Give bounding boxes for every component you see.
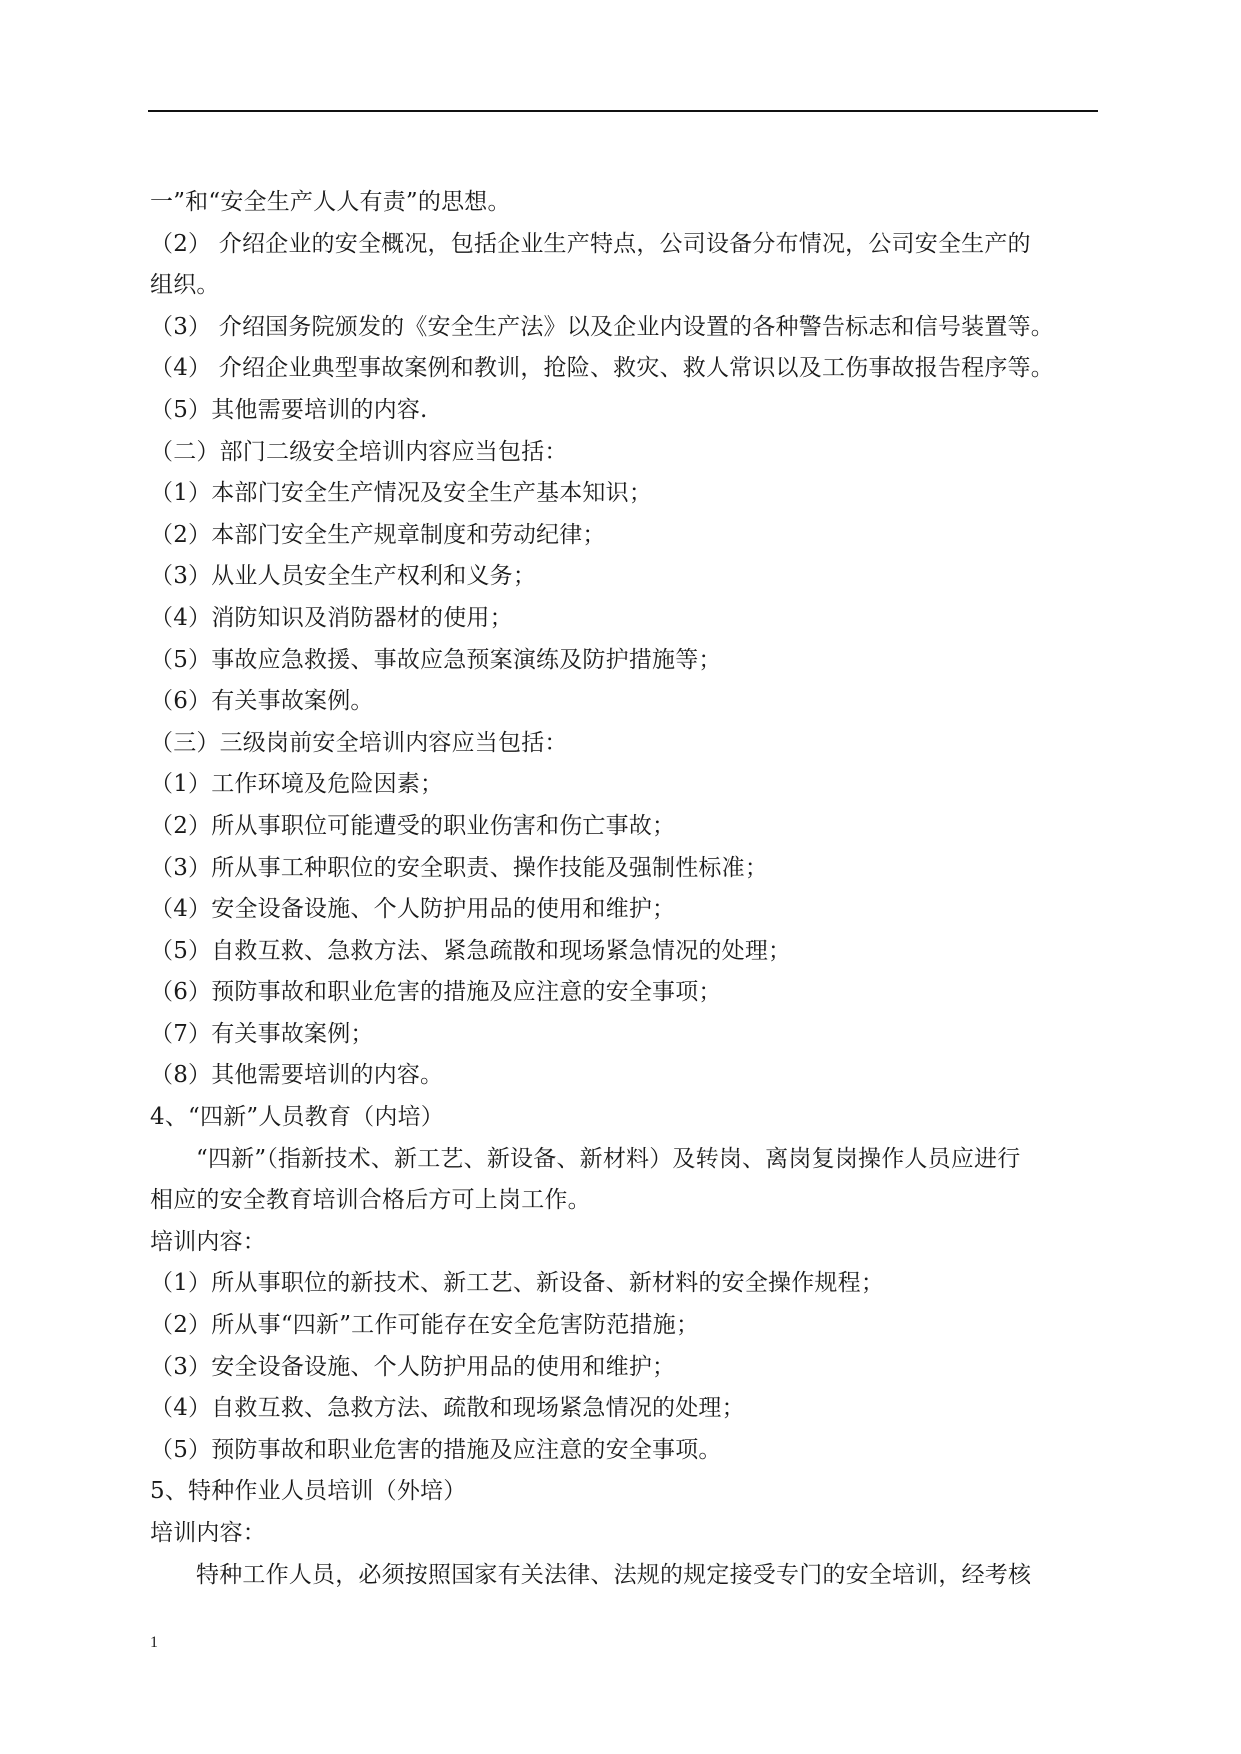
text-line: （2）本部门安全生产规章制度和劳动纪律； [150,521,606,548]
text-line: （6）预防事故和职业危害的措施及应注意的安全事项； [150,979,722,1006]
text-line: 特种工作人员，必须按照国家有关法律、法规的规定接受专门的安全培训，经考核 [196,1561,1032,1588]
header-rule [148,110,1098,112]
text-line: （2）所从事职位可能遭受的职业伤害和伤亡事故； [150,812,676,839]
text-line: 5、特种作业人员培训（外培） [150,1478,467,1505]
text-line: 相应的安全教育培训合格后方可上岗工作。 [150,1187,591,1214]
text-line: （3） 介绍国务院颁发的《安全生产法》以及企业内设置的各种警告标志和信号装置等。 [150,313,1054,340]
text-line: 组织。 [150,272,220,299]
text-line: 培训内容： [150,1228,266,1255]
text-line: （7）有关事故案例； [150,1020,374,1047]
text-line: （5）自救互救、急救方法、紧急疏散和现场紧急情况的处理； [150,937,792,964]
text-line: （三）三级岗前安全培训内容应当包括： [150,729,568,756]
text-line: （4）安全设备设施、个人防护用品的使用和维护； [150,896,676,923]
text-line: （8）其他需要培训的内容。 [150,1062,444,1089]
text-line: （5）预防事故和职业危害的措施及应注意的安全事项。 [150,1436,722,1463]
text-line: （3）安全设备设施、个人防护用品的使用和维护； [150,1353,676,1380]
text-line: 培训内容： [150,1520,266,1546]
text-line: （5）事故应急救援、事故应急预案演练及防护措施等； [150,646,722,673]
text-line: （4） 介绍企业典型事故案例和教训，抢险、救灾、救人常识以及工伤事故报告程序等。 [150,355,1054,382]
text-line: （1）工作环境及危险因素； [150,771,444,798]
text-line: 4、“四新”人员教育（内培） [150,1104,444,1131]
text-line: （4）消防知识及消防器材的使用； [150,604,513,631]
text-line: （1）所从事职位的新技术、新工艺、新设备、新材料的安全操作规程； [150,1270,885,1297]
text-line: （3）从业人员安全生产权利和义务； [150,563,537,590]
page-number: 1 [150,1634,158,1651]
text-line: “四新”（指新技术、新工艺、新设备、新材料）及转岗、离岗复岗操作人员应进行 [196,1145,1021,1172]
text-line: （5）其他需要培训的内容. [150,396,428,423]
text-line: （4）自救互救、急救方法、疏散和现场紧急情况的处理； [150,1395,745,1422]
text-line: （6）有关事故案例。 [150,688,374,715]
text-line: 一”和“安全生产人人有责”的思想。 [150,189,511,215]
text-line: （3）所从事工种职位的安全职责、操作技能及强制性标准； [150,854,769,881]
document-body [150,182,1100,1596]
text-line: （二）部门二级安全培训内容应当包括： [150,438,568,465]
text-line: （1）本部门安全生产情况及安全生产基本知识； [150,480,653,507]
text-line: （2） 介绍企业的安全概况，包括企业生产特点，公司设备分布情况，公司安全生产的 [150,230,1031,257]
text-line: （2）所从事“四新”工作可能存在安全危害防范措施； [150,1312,700,1339]
